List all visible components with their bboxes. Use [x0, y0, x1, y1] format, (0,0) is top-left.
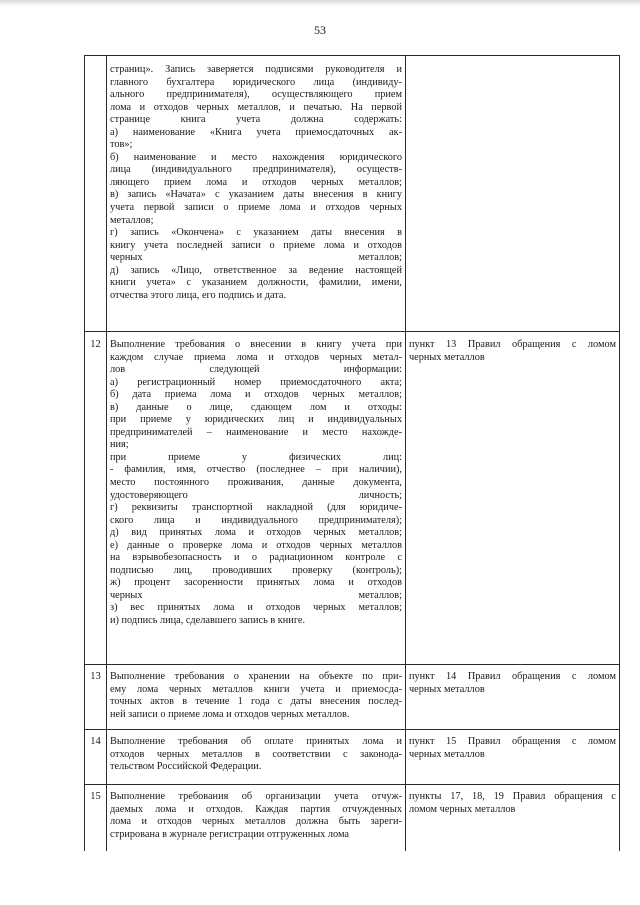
text-line: на взрывобезопасность и о радиационном контроле с	[110, 552, 402, 564]
text-line: черных металлов	[409, 748, 485, 760]
row-number: 13	[85, 665, 107, 730]
reference-cell	[406, 56, 620, 332]
text-line: д) вид принятых лома и отходов черных металлов;	[110, 527, 402, 539]
text-line: тельством Российской Федерации.	[110, 761, 262, 773]
text-line: з) вес принятых лома и отходов черных металлов;	[110, 602, 402, 614]
text-line: при приеме у физических лиц:	[110, 451, 402, 463]
text-line: страниц». Запись заверяется подписями руководителя и	[110, 64, 402, 75]
requirement-cell	[107, 665, 406, 730]
text-line: ломом черных металлов	[409, 803, 516, 815]
page-number: 53	[314, 23, 326, 37]
row-number: 12	[85, 332, 107, 665]
text-line: удостоверяющего личность;	[110, 489, 402, 501]
text-line: е) данные о проверке лома и отходов черных металлов	[110, 539, 402, 551]
row-number	[85, 56, 107, 332]
text-line: главного бухгалтера юридического лица (индивиду-	[110, 76, 402, 88]
text-line: черных металлов;	[110, 589, 402, 601]
text-line: лов следующей информации:	[110, 364, 402, 376]
text-line: лома и отходов черных металлов должна быть зареги-	[110, 816, 402, 828]
reference-cell	[406, 665, 620, 730]
text-line: ального предпринимателя), осуществляющего прием	[110, 89, 402, 101]
text-line: Выполнение требования об организации учета отчуж-	[110, 791, 402, 802]
text-line: пункт 13 Правил обращения с ломом	[409, 339, 616, 350]
text-line: ляющего прием лома и отходов черных металлов;	[110, 176, 402, 188]
text-line: стрирована в журнале регистрации отгруженных лома	[110, 828, 349, 840]
text-line: даемых лома и отходов. Каждая партия отчужденных	[110, 803, 402, 815]
text-line: лома и отходов черных металлов, и печатью. На первой	[110, 101, 402, 113]
text-line: Выполнение требования о хранении на объекте по при-	[110, 671, 402, 682]
text-line: Выполнение требования об оплате принятых лома и	[110, 736, 402, 747]
reference-cell	[406, 332, 620, 665]
text-line: в) запись «Начата» с указанием даты внесения в книгу	[110, 189, 402, 201]
text-line: - фамилия, имя, отчество (последнее – при наличии),	[110, 464, 402, 476]
text-line: предпринимателей – наименование и место нахожде-	[110, 426, 402, 438]
text-line: отходов черных металлов в соответствии с законода-	[110, 748, 402, 760]
text-line: б) дата приема лома и отходов черных металлов;	[110, 389, 402, 401]
text-line: при приеме у юридических лиц и индивидуальных	[110, 414, 402, 426]
requirement-cell	[107, 56, 406, 332]
text-line: каждом случае приема лома и отходов черных метал-	[110, 351, 402, 363]
text-line: черных металлов;	[110, 252, 402, 264]
text-line: место постоянного проживания, данные документа,	[110, 477, 402, 489]
text-line: б) наименование и место нахождения юридического	[110, 151, 402, 163]
text-line: точных актов в течение 1 года с даты внесения послед-	[110, 696, 402, 708]
requirement-cell	[107, 785, 406, 852]
text-line: пункт 14 Правил обращения с ломом	[409, 671, 616, 682]
text-line: тов»;	[110, 139, 133, 151]
requirement-cell	[107, 730, 406, 785]
row-number: 14	[85, 730, 107, 785]
text-line: ж) процент засоренности принятых лома и отходов	[110, 577, 402, 589]
text-line: ней записи о приеме лома и отходов черных металлов.	[110, 708, 350, 720]
text-line: учета первой записи о приеме лома и отходов черных	[110, 202, 402, 214]
text-line: ему лома черных металлов книги учета и приемосда-	[110, 683, 402, 695]
text-line: г) запись «Окончена» с указанием даты внесения в	[110, 227, 402, 239]
table-row	[85, 730, 620, 785]
text-line: книги учета» с указанием должности, фамилии, имени,	[110, 277, 402, 289]
reference-cell	[406, 730, 620, 785]
text-line: Выполнение требования о внесении в книгу учета при	[110, 339, 402, 350]
text-line: отчества этого лица, его подпись и дата.	[110, 289, 287, 301]
text-line: г) реквизиты транспортной накладной (для юридиче-	[110, 502, 402, 514]
text-line: а) наименование «Книга учета приемосдаточных ак-	[110, 126, 402, 138]
reference-cell	[406, 785, 620, 852]
text-line: лица (индивидуального предпринимателя), осуществ-	[110, 164, 402, 176]
text-line: пункт 15 Правил обращения с ломом	[409, 736, 616, 747]
table-row	[85, 56, 620, 332]
requirements-table	[84, 55, 620, 851]
text-line: ского лица и индивидуального предпринимателя);	[110, 514, 402, 526]
text-line: книгу учета последней записи о приеме лома и отходов	[110, 239, 402, 251]
table-row	[85, 785, 620, 852]
table-row	[85, 332, 620, 665]
text-line: черных металлов	[409, 351, 485, 363]
text-line: в) данные о лице, сдающем лом и отходы:	[110, 401, 402, 413]
text-line: пункты 17, 18, 19 Правил обращения с	[409, 791, 616, 802]
table-row	[85, 665, 620, 730]
scan-edge	[0, 0, 640, 6]
text-line: а) регистрационный номер приемосдаточного акта;	[110, 376, 402, 388]
text-line: металлов;	[110, 214, 154, 226]
requirement-cell	[107, 332, 406, 665]
text-line: и) подпись лица, сделавшего запись в книге.	[110, 615, 306, 627]
text-line: подписью лиц, проводивших проверку (контроль);	[110, 564, 402, 576]
text-line: черных металлов	[409, 683, 485, 695]
text-line: странице книга учета должна содержать:	[110, 114, 402, 126]
text-line: д) запись «Лицо, ответственное за ведение настоящей	[110, 264, 402, 276]
row-number: 15	[85, 785, 107, 852]
text-line: ния;	[110, 439, 129, 451]
